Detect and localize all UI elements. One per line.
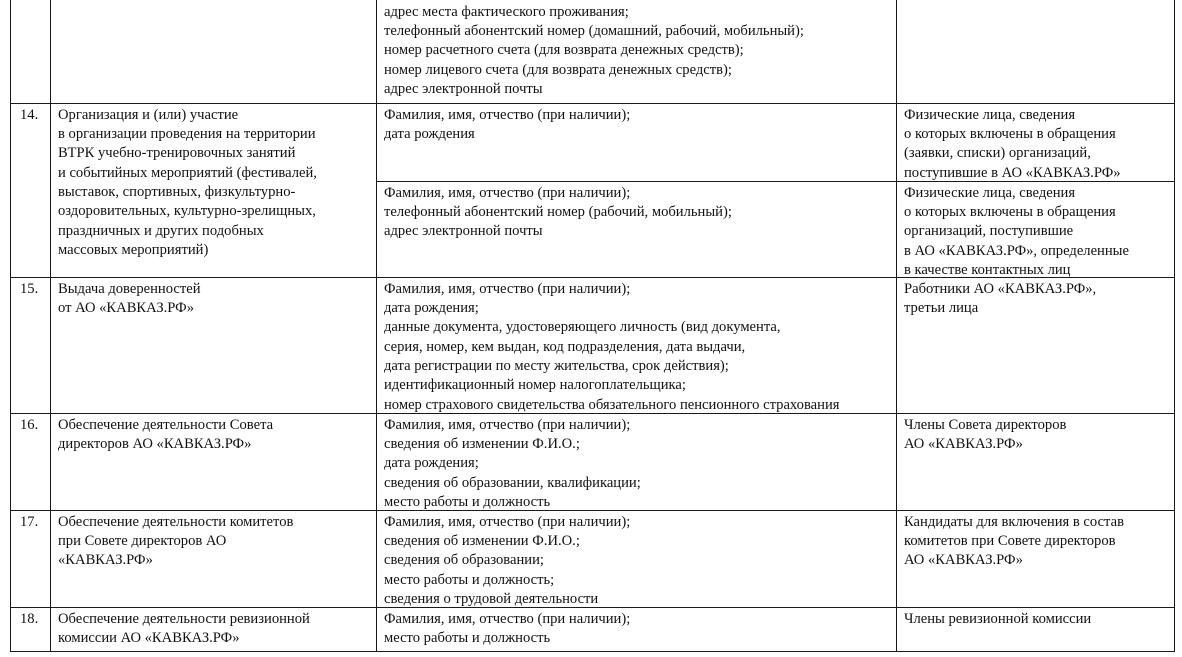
personal-data-list-line: место работы и должность xyxy=(384,629,551,646)
data-subjects-line: в АО «КАВКАЗ.РФ», определенные xyxy=(904,242,1129,259)
personal-data-list xyxy=(384,513,630,610)
personal-data-list xyxy=(384,280,839,416)
row-number: 17. xyxy=(20,513,39,530)
personal-data-list-line: адрес электронной почты xyxy=(384,223,543,240)
personal-data-list xyxy=(384,416,641,513)
data-subjects-line: Члены Совета директоров xyxy=(904,416,1067,433)
column-border xyxy=(896,0,897,652)
row-border xyxy=(10,103,1175,104)
data-subjects-line: Физические лица, сведения xyxy=(904,184,1076,201)
data-subjects-line: организаций, поступившие xyxy=(904,223,1074,240)
column-border xyxy=(1174,0,1175,652)
personal-data-list-line: адрес электронной почты xyxy=(384,81,543,98)
column-border xyxy=(50,0,51,652)
data-subjects-line: АО «КАВКАЗ.РФ» xyxy=(904,552,1023,569)
personal-data-list-line: Фамилия, имя, отчество (при наличии); xyxy=(384,106,631,123)
personal-data-list-line: дата рождения; xyxy=(384,455,479,472)
processing-purpose xyxy=(58,416,273,455)
personal-data-list-line: место работы и должность; xyxy=(384,571,555,588)
data-subjects-line: Кандидаты для включения в состав xyxy=(904,513,1124,530)
personal-data-list-line: Фамилия, имя, отчество (при наличии); xyxy=(384,184,631,201)
personal-data-list-line: данные документа, удостоверяющего личность (вид документа, xyxy=(384,319,781,336)
data-subjects-line: Работники АО «КАВКАЗ.РФ», xyxy=(904,280,1097,297)
processing-purpose-line: от АО «КАВКАЗ.РФ» xyxy=(58,299,194,316)
personal-data-list xyxy=(384,184,732,242)
processing-purpose xyxy=(58,610,310,649)
data-subjects xyxy=(904,513,1124,571)
processing-purpose-line: комиссии АО «КАВКАЗ.РФ» xyxy=(58,629,240,646)
personal-data-list-line: Фамилия, имя, отчество (при наличии); xyxy=(384,513,631,530)
processing-purpose-line: при Совете директоров АО xyxy=(58,532,227,549)
personal-data-list-line: сведения об изменении Ф.И.О.; xyxy=(384,435,580,452)
personal-data-list-line: сведения о трудовой деятельности xyxy=(384,591,599,608)
personal-data-list-line: номер расчетного счета (для возврата денежных средств); xyxy=(384,42,744,59)
personal-data-list-line: номер лицевого счета (для возврата денежных средств); xyxy=(384,61,732,78)
personal-data-list-line: сведения об изменении Ф.И.О.; xyxy=(384,532,580,549)
processing-purpose-line: «КАВКАЗ.РФ» xyxy=(58,552,153,569)
processing-purpose-line: Обеспечение деятельности ревизионной xyxy=(58,610,310,627)
personal-data-list xyxy=(384,610,630,649)
processing-purpose-line: в организации проведения на территории xyxy=(58,125,316,142)
processing-purpose-line: Обеспечение деятельности комитетов xyxy=(58,513,294,530)
data-subjects-line: Члены ревизионной комиссии xyxy=(904,610,1092,627)
data-subjects-line: (заявки, списки) организаций, xyxy=(904,145,1091,162)
data-subjects xyxy=(904,610,1091,629)
column-border xyxy=(376,0,377,652)
data-subjects xyxy=(904,280,1096,319)
processing-purpose-line: директоров АО «КАВКАЗ.РФ» xyxy=(58,435,252,452)
processing-purpose-line: Выдача доверенностей xyxy=(58,280,201,297)
personal-data-list-line: идентификационный номер налогоплательщика; xyxy=(384,377,686,394)
processing-purpose-line: ВТРК учебно-тренировочных занятий xyxy=(58,145,296,162)
personal-data-list-line: телефонный абонентский номер (домашний, рабочий, мобильный); xyxy=(384,22,804,39)
data-subjects-line: о которых включены в обращения xyxy=(904,125,1116,142)
processing-purpose-line: оздоровительных, культурно-зрелищных, xyxy=(58,203,316,220)
row-number: 16. xyxy=(20,416,39,433)
row-number: 15. xyxy=(20,280,39,297)
processing-purpose-line: Организация и (или) участие xyxy=(58,106,239,123)
personal-data-list-line: Фамилия, имя, отчество (при наличии); xyxy=(384,610,631,627)
processing-purpose xyxy=(58,513,293,571)
personal-data-list-line: дата регистрации по месту жительства, срок действия); xyxy=(384,358,729,375)
personal-data-list-line: телефонный абонентский номер (рабочий, мобильный); xyxy=(384,203,732,220)
row-border xyxy=(10,651,1175,652)
data-subjects-line: в качестве контактных лиц xyxy=(904,262,1071,279)
processing-purpose xyxy=(58,106,317,261)
processing-purpose-line: праздничных и других подобных xyxy=(58,222,264,239)
row-number: 18. xyxy=(20,610,39,627)
personal-data-list-line: дата рождения; xyxy=(384,299,479,316)
personal-data-list-line: Фамилия, имя, отчество (при наличии); xyxy=(384,416,631,433)
data-subjects xyxy=(904,184,1129,281)
personal-data-list-line: сведения об образовании, квалификации; xyxy=(384,474,641,491)
processing-purpose-line: массовых мероприятий) xyxy=(58,242,209,259)
personal-data-list-line: Фамилия, имя, отчество (при наличии); xyxy=(384,280,631,297)
data-subjects-line: комитетов при Совете директоров xyxy=(904,532,1116,549)
personal-data-list xyxy=(384,3,804,100)
data-subjects-line: поступившие в АО «КАВКАЗ.РФ» xyxy=(904,164,1121,181)
personal-data-list-line: сведения об образовании; xyxy=(384,552,544,569)
data-subjects-line: о которых включены в обращения xyxy=(904,203,1116,220)
row-number: 14. xyxy=(20,106,39,123)
processing-purpose-line: выставок, спортивных, физкультурно- xyxy=(58,184,296,201)
processing-purpose xyxy=(58,280,201,319)
personal-data-list-line: серия, номер, кем выдан, код подразделения, дата выдачи, xyxy=(384,338,746,355)
personal-data-list xyxy=(384,106,630,145)
data-subjects xyxy=(904,416,1066,455)
personal-data-list-line: дата рождения xyxy=(384,125,475,142)
processing-purpose-line: Обеспечение деятельности Совета xyxy=(58,416,274,433)
personal-data-list-line: номер страхового свидетельства обязательного пенсионного страхования xyxy=(384,396,840,413)
data-subjects xyxy=(904,106,1121,184)
processing-purpose-line: и событийных мероприятий (фестивалей, xyxy=(58,164,317,181)
data-subjects-line: Физические лица, сведения xyxy=(904,106,1076,123)
data-subjects-line: АО «КАВКАЗ.РФ» xyxy=(904,435,1023,452)
personal-data-list-line: адрес места фактического проживания; xyxy=(384,3,629,20)
data-subjects-line: третьи лица xyxy=(904,299,979,316)
personal-data-list-line: место работы и должность xyxy=(384,494,551,511)
column-border xyxy=(10,0,11,652)
